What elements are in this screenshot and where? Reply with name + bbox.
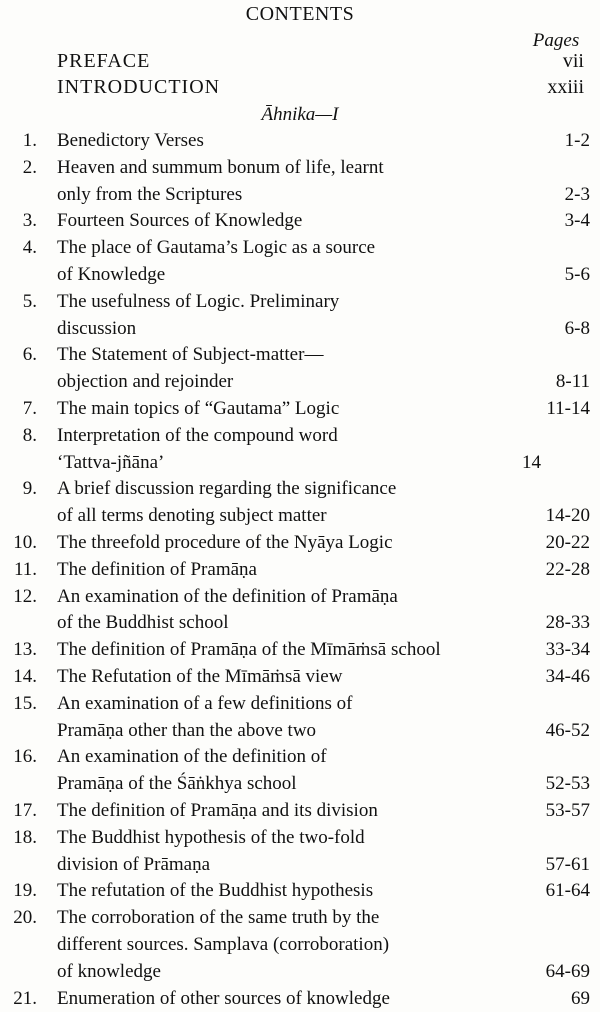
section-heading: Āhnika—I xyxy=(0,104,600,126)
entry-number: 21. xyxy=(0,986,37,1012)
entry-title-line: An examination of the definition of Pramāṇa xyxy=(57,584,512,611)
entry-title-line: The definition of Pramāṇa and its division xyxy=(57,798,512,825)
entry-title-line: The Statement of Subject-matter— xyxy=(57,342,512,369)
entry-title-line: Interpretation of the compound word xyxy=(57,423,512,450)
entry-title-line: The refutation of the Buddhist hypothesis xyxy=(57,878,512,905)
entry-title xyxy=(57,557,512,584)
entry-page-range: 46-52 xyxy=(546,718,590,745)
entry-page-range: 57-61 xyxy=(546,852,590,879)
entry-title-line: An examination of the definition of xyxy=(57,744,512,771)
contents-entry xyxy=(0,289,600,343)
entry-title-line: The usefulness of Logic. Preliminary xyxy=(57,289,512,316)
entry-title xyxy=(57,744,512,798)
contents-entry xyxy=(0,208,600,235)
entry-title-line: different sources. Samplava (corroboration) xyxy=(57,932,512,959)
entry-title xyxy=(57,396,512,423)
entry-page-range: 14 xyxy=(522,450,541,477)
entry-page-range: 64-69 xyxy=(546,959,590,986)
entry-page-range: 61-64 xyxy=(546,878,590,905)
entry-page-range: 2-3 xyxy=(565,182,590,209)
entry-page-range: 1-2 xyxy=(565,128,590,155)
entry-page-range: 14-20 xyxy=(546,503,590,530)
entry-number: 3. xyxy=(0,208,37,235)
entry-title-line: only from the Scriptures xyxy=(57,182,512,209)
front-matter-introduction-label: INTRODUCTION xyxy=(57,76,220,99)
entry-title-line: Fourteen Sources of Knowledge xyxy=(57,208,512,235)
entry-number: 5. xyxy=(0,289,37,316)
entry-page-range: 34-46 xyxy=(546,664,590,691)
entry-title xyxy=(57,878,512,905)
entry-title-line: of all terms denoting subject matter xyxy=(57,503,512,530)
entry-title-line: ‘Tattva-jñāna’ xyxy=(57,450,512,477)
entry-title xyxy=(57,664,512,691)
contents-entry xyxy=(0,825,600,879)
entry-number: 1. xyxy=(0,128,37,155)
entry-title-line: Heaven and summum bonum of life, learnt xyxy=(57,155,512,182)
entry-title xyxy=(57,155,512,209)
contents-entry xyxy=(0,691,600,745)
entry-number: 13. xyxy=(0,637,37,664)
entry-title xyxy=(57,342,512,396)
entry-page-range: 69 xyxy=(571,986,590,1012)
contents-entry xyxy=(0,584,600,638)
entry-title-line: A brief discussion regarding the significance xyxy=(57,476,512,503)
entry-number: 2. xyxy=(0,155,37,182)
entry-title xyxy=(57,986,512,1012)
entry-number: 7. xyxy=(0,396,37,423)
contents-entry xyxy=(0,878,600,905)
entry-title-line: The main topics of “Gautama” Logic xyxy=(57,396,512,423)
entry-title-line: The place of Gautama’s Logic as a source xyxy=(57,235,512,262)
entry-number: 10. xyxy=(0,530,37,557)
entry-number: 9. xyxy=(0,476,37,503)
entry-number: 16. xyxy=(0,744,37,771)
entry-title xyxy=(57,905,512,985)
entry-title-line: discussion xyxy=(57,316,512,343)
entry-title xyxy=(57,691,512,745)
contents-entry xyxy=(0,128,600,155)
entry-number: 11. xyxy=(0,557,37,584)
front-matter-preface-page: vii xyxy=(514,50,584,73)
entry-number: 19. xyxy=(0,878,37,905)
entry-number: 17. xyxy=(0,798,37,825)
entry-page-range: 28-33 xyxy=(546,610,590,637)
entry-title-line: An examination of a few definitions of xyxy=(57,691,512,718)
entry-title xyxy=(57,235,512,289)
contents-entry xyxy=(0,986,600,1012)
entry-title xyxy=(57,530,512,557)
entry-title-line: of the Buddhist school xyxy=(57,610,512,637)
entry-title-line: Pramāṇa other than the above two xyxy=(57,718,512,745)
contents-entry xyxy=(0,637,600,664)
page-title: CONTENTS xyxy=(0,3,600,26)
front-matter-preface-label: PREFACE xyxy=(57,50,150,73)
entry-title-line: The definition of Pramāṇa of the Mīmāṁsā school xyxy=(57,637,512,664)
entry-title xyxy=(57,798,512,825)
entry-title-line: division of Prāmaṇa xyxy=(57,852,512,879)
contents-entry xyxy=(0,557,600,584)
entry-title-line: The threefold procedure of the Nyāya Logic xyxy=(57,530,512,557)
entry-number: 15. xyxy=(0,691,37,718)
entry-page-range: 53-57 xyxy=(546,798,590,825)
pages-column-header: Pages xyxy=(524,30,588,52)
entry-title-line: The corroboration of the same truth by the xyxy=(57,905,512,932)
contents-entry xyxy=(0,798,600,825)
contents-entry xyxy=(0,530,600,557)
entry-number: 20. xyxy=(0,905,37,932)
front-matter-introduction-page: xxiii xyxy=(514,76,584,99)
entry-title-line: The Buddhist hypothesis of the two-fold xyxy=(57,825,512,852)
contents-entry xyxy=(0,396,600,423)
entry-page-range: 3-4 xyxy=(565,208,590,235)
entry-page-range: 5-6 xyxy=(565,262,590,289)
entry-title-line: Enumeration of other sources of knowledge xyxy=(57,986,512,1012)
entry-title xyxy=(57,128,512,155)
contents-entry xyxy=(0,476,600,530)
entry-page-range: 22-28 xyxy=(546,557,590,584)
entry-page-range: 8-11 xyxy=(556,369,590,396)
contents-entry xyxy=(0,905,600,985)
entry-number: 6. xyxy=(0,342,37,369)
entry-title-line: The Refutation of the Mīmāṁsā view xyxy=(57,664,512,691)
contents-entry xyxy=(0,342,600,396)
entry-title-line: of knowledge xyxy=(57,959,512,986)
entry-number: 8. xyxy=(0,423,37,450)
entry-page-range: 33-34 xyxy=(546,637,590,664)
entry-title-line: Benedictory Verses xyxy=(57,128,512,155)
entry-number: 4. xyxy=(0,235,37,262)
entry-title xyxy=(57,584,512,638)
entry-title-line: of Knowledge xyxy=(57,262,512,289)
entry-page-range: 20-22 xyxy=(546,530,590,557)
entry-number: 18. xyxy=(0,825,37,852)
entry-title xyxy=(57,825,512,879)
entry-number: 12. xyxy=(0,584,37,611)
entry-title xyxy=(57,208,512,235)
entry-number: 14. xyxy=(0,664,37,691)
entry-page-range: 6-8 xyxy=(565,316,590,343)
entry-title xyxy=(57,637,512,664)
contents-entry xyxy=(0,423,600,477)
entry-title xyxy=(57,476,512,530)
entry-page-range: 52-53 xyxy=(546,771,590,798)
entry-title-line: objection and rejoinder xyxy=(57,369,512,396)
contents-entry xyxy=(0,155,600,209)
contents-entry xyxy=(0,744,600,798)
entry-title xyxy=(57,289,512,343)
entry-title xyxy=(57,423,512,477)
contents-list xyxy=(0,128,600,1012)
entry-title-line: The definition of Pramāṇa xyxy=(57,557,512,584)
contents-entry xyxy=(0,235,600,289)
entry-title-line: Pramāṇa of the Śāṅkhya school xyxy=(57,771,512,798)
entry-page-range: 11-14 xyxy=(546,396,590,423)
contents-entry xyxy=(0,664,600,691)
